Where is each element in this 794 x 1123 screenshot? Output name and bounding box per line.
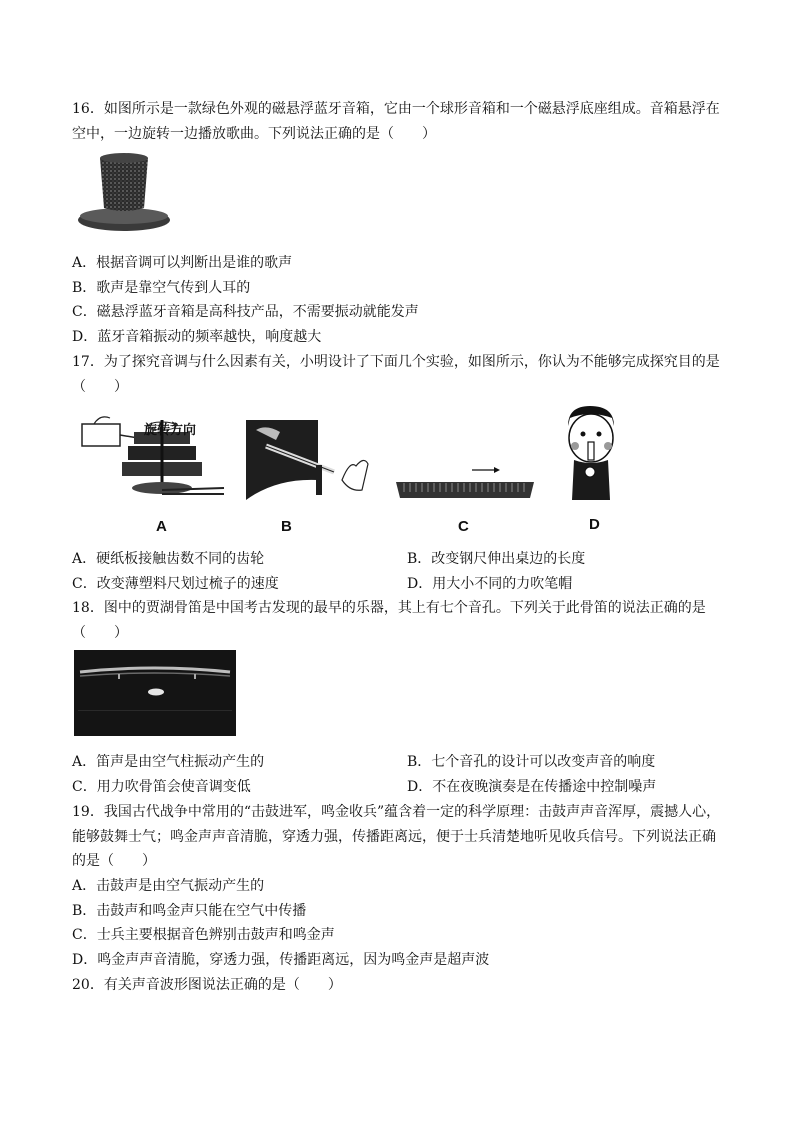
maglev-speaker-figure	[74, 150, 174, 236]
q19-stem-line1: 19．我国古代战争中常用的“击鼓进军，鸣金收兵”蕴含着一定的科学原理：击鼓声声音浑厚，震撼人心，	[72, 804, 721, 820]
q18-option-a: A．笛声是由空气柱振动产生的	[72, 754, 265, 770]
q19-stem-line3: 的是（ ）	[72, 853, 156, 869]
q16-stem-line2: 空中，一边旋转一边播放歌曲。下列说法正确的是（ ）	[72, 126, 436, 142]
q17-stem-line1: 17．为了探究音调与什么因素有关，小明设计了下面几个实验，如图所示，你认为不能够完成探究目的是	[72, 354, 720, 370]
q16-option-a: A．根据音调可以判断出是谁的歌声	[72, 255, 293, 271]
figure-label-b: B	[281, 518, 292, 535]
q17-option-d: D．用大小不同的力吹笔帽	[407, 576, 573, 592]
q18-option-c: C．用力吹骨笛会使音调变低	[72, 779, 251, 795]
q16-option-d: D．蓝牙音箱振动的频率越快，响度越大	[72, 329, 322, 345]
q19-option-d: D．鸣金声声音清脆，穿透力强，传播距离远，因为鸣金声是超声波	[72, 952, 490, 968]
q17-option-b: B．改变钢尺伸出桌边的长度	[407, 551, 586, 567]
boy-blowing-cap-figure	[560, 404, 620, 502]
q19-option-a: A．击鼓声是由空气振动产生的	[72, 878, 265, 894]
comb-experiment-figure	[394, 464, 536, 502]
rotation-direction-note: 旋转方向	[144, 422, 197, 437]
q18-option-b: B．七个音孔的设计可以改变声音的响度	[407, 754, 656, 770]
q20-stem-line1: 20．有关声音波形图说法正确的是（ ）	[72, 977, 342, 993]
q17-stem-line2: （ ）	[72, 379, 128, 395]
q17-option-c: C．改变薄塑料尺划过梳子的速度	[72, 576, 279, 592]
q16-stem-line1: 16．如图所示是一款绿色外观的磁悬浮蓝牙音箱，它由一个球形音箱和一个磁悬浮底座组成。音箱悬浮在	[72, 101, 720, 117]
q17-option-a: A．硬纸板接触齿数不同的齿轮	[72, 551, 265, 567]
figure-label-a: A	[156, 518, 167, 535]
q19-stem-line2: 能够鼓舞士气；鸣金声声音清脆，穿透力强，传播距离远，便于士兵清楚地听见收兵信号。下列说法正确	[72, 829, 716, 845]
figure-label-d: D	[589, 516, 600, 533]
q18-option-d: D．不在夜晚演奏是在传播途中控制噪声	[407, 779, 657, 795]
q19-option-b: B．击鼓声和鸣金声只能在空气中传播	[72, 903, 307, 919]
q18-stem-line2: （ ）	[72, 625, 128, 641]
figure-label-c: C	[458, 518, 469, 535]
q16-option-b: B．歌声是靠空气传到人耳的	[72, 280, 251, 296]
q18-stem-line1: 18．图中的贾湖骨笛是中国考古发现的最早的乐器，其上有七个音孔。下列关于此骨笛的说法正确的是	[72, 600, 706, 616]
bone-flute-photo	[74, 650, 236, 736]
q19-option-c: C．士兵主要根据音色辨别击鼓声和鸣金声	[72, 927, 335, 943]
ruler-experiment-figure	[246, 420, 376, 500]
q16-option-c: C．磁悬浮蓝牙音箱是高科技产品，不需要振动就能发声	[72, 304, 419, 320]
